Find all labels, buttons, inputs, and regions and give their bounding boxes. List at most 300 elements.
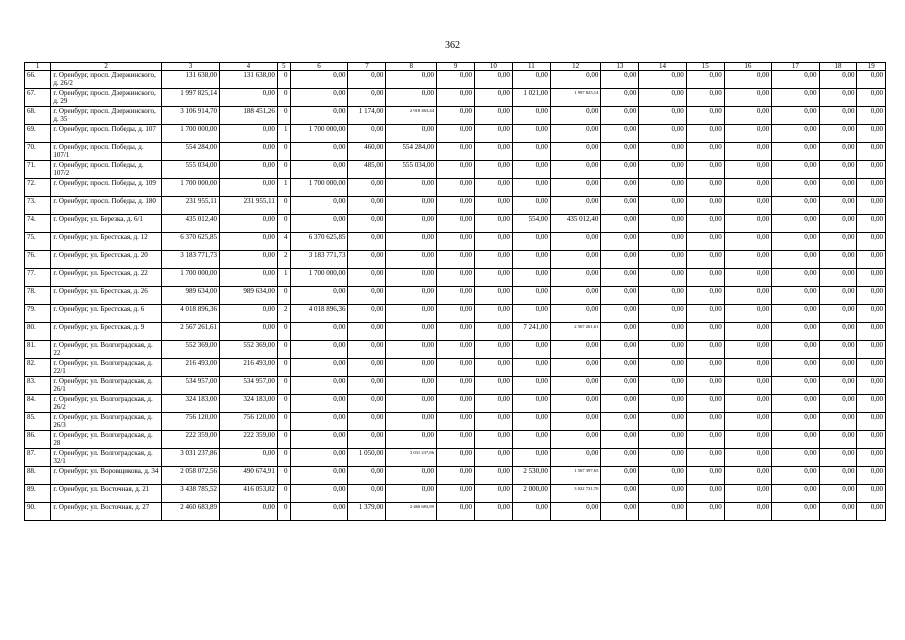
value-cell: 0,00: [474, 287, 512, 305]
value-cell: 0,00: [772, 485, 819, 503]
value-cell: 0,00: [724, 251, 771, 269]
value-cell: 756 120,00: [161, 413, 219, 431]
value-cell: 0,00: [686, 143, 724, 161]
value-cell: 0,00: [290, 449, 348, 467]
value-cell: 0,00: [348, 197, 386, 215]
value-cell: 0,00: [386, 71, 437, 89]
value-cell: 0,00: [724, 485, 771, 503]
value-cell: 0,00: [772, 359, 819, 377]
table-row: [25, 143, 886, 161]
value-cell: 0,00: [386, 251, 437, 269]
value-cell: 0,00: [348, 467, 386, 485]
value-cell: 0,00: [772, 107, 819, 125]
value-cell: 0,00: [550, 377, 601, 395]
address-cell: г. Оренбург, ул. Волгоградская, д. 32/1: [51, 449, 162, 467]
column-header: 1: [25, 63, 51, 71]
value-cell: 0,00: [437, 467, 475, 485]
value-cell: 0,00: [348, 269, 386, 287]
value-cell: 0,00: [857, 179, 886, 197]
value-cell: 0,00: [437, 179, 475, 197]
address-cell: г. Оренбург, просп. Победы, д. 107/2: [51, 161, 162, 179]
value-cell: 0,00: [601, 179, 639, 197]
value-cell: 0,00: [639, 341, 686, 359]
value-cell: 2 567 261,61: [550, 323, 601, 341]
address-cell: г. Оренбург, просп. Дзержинского, д. 35: [51, 107, 162, 125]
value-cell: 2 567 261,61: [161, 323, 219, 341]
value-cell: 0,00: [857, 125, 886, 143]
column-header: 7: [348, 63, 386, 71]
value-cell: 0: [277, 449, 290, 467]
value-cell: 0,00: [219, 161, 277, 179]
value-cell: 0: [277, 71, 290, 89]
value-cell: 1 050,00: [348, 449, 386, 467]
value-cell: 2 460 683,89: [386, 503, 437, 521]
value-cell: 0,00: [724, 71, 771, 89]
address-cell: г. Оренбург, ул. Волгоградская, д. 26/3: [51, 413, 162, 431]
address-cell: г. Оренбург, просп. Победы, д. 107/1: [51, 143, 162, 161]
value-cell: 0,00: [639, 395, 686, 413]
address-cell: г. Оренбург, ул. Березка, д. 6/1: [51, 215, 162, 233]
value-cell: 0,00: [772, 449, 819, 467]
value-cell: 0,00: [601, 143, 639, 161]
value-cell: 0,00: [601, 485, 639, 503]
value-cell: 0,00: [686, 359, 724, 377]
value-cell: 0,00: [857, 413, 886, 431]
value-cell: 1 997 825,14: [550, 89, 601, 107]
value-cell: 0,00: [772, 413, 819, 431]
value-cell: 0,00: [219, 179, 277, 197]
value-cell: 1: [277, 125, 290, 143]
value-cell: 0,00: [857, 359, 886, 377]
value-cell: 0,00: [686, 269, 724, 287]
address-cell: г. Оренбург, ул. Волгоградская, д. 26/1: [51, 377, 162, 395]
value-cell: 552 369,00: [161, 341, 219, 359]
value-cell: 0,00: [550, 179, 601, 197]
value-cell: 0,00: [686, 467, 724, 485]
value-cell: 0,00: [437, 485, 475, 503]
row-number: 90.: [25, 503, 51, 521]
value-cell: 0,00: [474, 215, 512, 233]
address-cell: г. Оренбург, ул. Брестская, д. 12: [51, 233, 162, 251]
value-cell: 534 957,00: [161, 377, 219, 395]
value-cell: 0,00: [474, 179, 512, 197]
value-cell: 0,00: [724, 269, 771, 287]
value-cell: 0,00: [772, 125, 819, 143]
value-cell: 0,00: [512, 269, 550, 287]
value-cell: 0,00: [474, 485, 512, 503]
value-cell: 0,00: [219, 233, 277, 251]
value-cell: 0,00: [290, 215, 348, 233]
value-cell: 216 493,00: [161, 359, 219, 377]
row-number: 76.: [25, 251, 51, 269]
value-cell: 2 000,00: [512, 485, 550, 503]
value-cell: 0,00: [724, 89, 771, 107]
value-cell: 0,00: [437, 71, 475, 89]
value-cell: 0,00: [772, 179, 819, 197]
value-cell: 0,00: [290, 143, 348, 161]
value-cell: 0,00: [550, 395, 601, 413]
column-header: 15: [686, 63, 724, 71]
row-number: 81.: [25, 341, 51, 359]
value-cell: 0,00: [474, 125, 512, 143]
value-cell: 0,00: [474, 71, 512, 89]
value-cell: 2: [277, 305, 290, 323]
value-cell: 0,00: [386, 89, 437, 107]
value-cell: 0,00: [772, 71, 819, 89]
value-cell: 0,00: [219, 143, 277, 161]
value-cell: 0,00: [601, 305, 639, 323]
value-cell: 0,00: [437, 107, 475, 125]
value-cell: 2: [277, 251, 290, 269]
address-cell: г. Оренбург, ул. Волгоградская, д. 22: [51, 341, 162, 359]
value-cell: 0,00: [857, 431, 886, 449]
value-cell: 0,00: [772, 305, 819, 323]
table-row: [25, 485, 886, 503]
value-cell: 1 379,00: [348, 503, 386, 521]
value-cell: 485,00: [348, 161, 386, 179]
value-cell: 0,00: [601, 251, 639, 269]
value-cell: 0,00: [772, 323, 819, 341]
value-cell: 0,00: [686, 71, 724, 89]
row-number: 86.: [25, 431, 51, 449]
value-cell: 1: [277, 269, 290, 287]
value-cell: 0,00: [639, 215, 686, 233]
value-cell: 0: [277, 431, 290, 449]
value-cell: 0,00: [219, 215, 277, 233]
value-cell: 0,00: [474, 107, 512, 125]
value-cell: 0: [277, 467, 290, 485]
value-cell: 0,00: [724, 179, 771, 197]
value-cell: 0,00: [724, 377, 771, 395]
value-cell: 0,00: [724, 449, 771, 467]
value-cell: 0,00: [601, 449, 639, 467]
value-cell: 435 012,40: [161, 215, 219, 233]
address-cell: г. Оренбург, просп. Дзержинского, д. 26/2: [51, 71, 162, 89]
value-cell: 0,00: [819, 377, 857, 395]
column-header: 13: [601, 63, 639, 71]
value-cell: 0,00: [512, 233, 550, 251]
value-cell: 0,00: [474, 161, 512, 179]
table-row: [25, 107, 886, 125]
value-cell: 0,00: [601, 107, 639, 125]
value-cell: 0,00: [386, 233, 437, 251]
value-cell: 0,00: [550, 71, 601, 89]
column-header: 19: [857, 63, 886, 71]
column-header: 5: [277, 63, 290, 71]
value-cell: 0,00: [437, 251, 475, 269]
value-cell: 0,00: [474, 197, 512, 215]
value-cell: 0,00: [386, 269, 437, 287]
value-cell: 0,00: [474, 323, 512, 341]
value-cell: 0,00: [819, 269, 857, 287]
value-cell: 0,00: [639, 89, 686, 107]
value-cell: 0,00: [772, 431, 819, 449]
value-cell: 0,00: [819, 143, 857, 161]
value-cell: 1 021,00: [512, 89, 550, 107]
row-number: 85.: [25, 413, 51, 431]
value-cell: 188 451,26: [219, 107, 277, 125]
value-cell: 0,00: [219, 125, 277, 143]
table-row: [25, 179, 886, 197]
value-cell: 324 183,00: [161, 395, 219, 413]
value-cell: 0,00: [474, 305, 512, 323]
value-cell: 0: [277, 413, 290, 431]
value-cell: 0,00: [772, 341, 819, 359]
value-cell: 0,00: [639, 467, 686, 485]
value-cell: 0,00: [512, 71, 550, 89]
value-cell: 554,00: [512, 215, 550, 233]
value-cell: 0,00: [437, 377, 475, 395]
value-cell: 0,00: [686, 215, 724, 233]
value-cell: 0,00: [686, 395, 724, 413]
value-cell: 0,00: [686, 125, 724, 143]
address-cell: г. Оренбург, ул. Воровщикова, д. 34: [51, 467, 162, 485]
value-cell: 0,00: [819, 305, 857, 323]
value-cell: 0,00: [639, 323, 686, 341]
table-row: [25, 467, 886, 485]
value-cell: 0,00: [550, 233, 601, 251]
value-cell: 555 034,00: [161, 161, 219, 179]
value-cell: 0,00: [724, 215, 771, 233]
value-cell: 0,00: [601, 233, 639, 251]
value-cell: 0,00: [219, 503, 277, 521]
value-cell: 0,00: [550, 125, 601, 143]
value-cell: 0: [277, 341, 290, 359]
value-cell: 0,00: [686, 107, 724, 125]
header-row: [25, 63, 886, 71]
address-cell: г. Оренбург, ул. Брестская, д. 9: [51, 323, 162, 341]
value-cell: 0,00: [348, 125, 386, 143]
value-cell: 1 997 825,14: [161, 89, 219, 107]
table-row: [25, 161, 886, 179]
value-cell: 0,00: [857, 143, 886, 161]
row-number: 87.: [25, 449, 51, 467]
table-row: [25, 269, 886, 287]
value-cell: 0,00: [386, 323, 437, 341]
value-cell: 0,00: [724, 323, 771, 341]
value-cell: 0,00: [386, 359, 437, 377]
value-cell: 0,00: [819, 323, 857, 341]
value-cell: 0,00: [437, 449, 475, 467]
value-cell: 0,00: [686, 449, 724, 467]
row-number: 89.: [25, 485, 51, 503]
value-cell: 0,00: [550, 305, 601, 323]
value-cell: 0,00: [601, 431, 639, 449]
address-cell: г. Оренбург, ул. Брестская, д. 6: [51, 305, 162, 323]
table-row: [25, 215, 886, 233]
value-cell: 0,00: [686, 89, 724, 107]
value-cell: 555 034,00: [386, 161, 437, 179]
value-cell: 0,00: [772, 377, 819, 395]
address-cell: г. Оренбург, ул. Брестская, д. 20: [51, 251, 162, 269]
value-cell: 0,00: [386, 179, 437, 197]
value-cell: 0,00: [474, 269, 512, 287]
value-cell: 0,00: [348, 233, 386, 251]
value-cell: 0,00: [601, 89, 639, 107]
value-cell: 0,00: [474, 251, 512, 269]
value-cell: 222 359,00: [219, 431, 277, 449]
value-cell: 0,00: [686, 503, 724, 521]
value-cell: 0,00: [219, 449, 277, 467]
value-cell: 0,00: [348, 215, 386, 233]
value-cell: 0,00: [512, 305, 550, 323]
data-table: [24, 62, 886, 521]
value-cell: 0,00: [772, 503, 819, 521]
value-cell: 0,00: [724, 197, 771, 215]
value-cell: 0,00: [819, 197, 857, 215]
value-cell: 0,00: [819, 125, 857, 143]
value-cell: 0,00: [724, 413, 771, 431]
row-number: 69.: [25, 125, 51, 143]
value-cell: 0,00: [686, 323, 724, 341]
value-cell: 0,00: [686, 305, 724, 323]
value-cell: 0: [277, 359, 290, 377]
address-cell: г. Оренбург, ул. Брестская, д. 26: [51, 287, 162, 305]
value-cell: 0,00: [686, 341, 724, 359]
column-header: 16: [724, 63, 771, 71]
value-cell: 1 700 000,00: [161, 125, 219, 143]
table-row: [25, 287, 886, 305]
value-cell: 0,00: [639, 71, 686, 89]
value-cell: 0,00: [437, 125, 475, 143]
value-cell: 0,00: [386, 395, 437, 413]
table-row: [25, 197, 886, 215]
address-cell: г. Оренбург, просп. Дзержинского, д. 29: [51, 89, 162, 107]
value-cell: 0,00: [219, 89, 277, 107]
value-cell: 0: [277, 395, 290, 413]
value-cell: 0,00: [601, 197, 639, 215]
value-cell: 0,00: [639, 143, 686, 161]
value-cell: 0,00: [639, 251, 686, 269]
row-number: 88.: [25, 467, 51, 485]
value-cell: 554 284,00: [161, 143, 219, 161]
value-cell: 0: [277, 197, 290, 215]
value-cell: 0,00: [437, 413, 475, 431]
value-cell: 2 460 683,89: [161, 503, 219, 521]
value-cell: 0,00: [437, 287, 475, 305]
value-cell: 0,00: [857, 287, 886, 305]
column-header: 2: [51, 63, 162, 71]
value-cell: 0,00: [857, 89, 886, 107]
value-cell: 0,00: [857, 71, 886, 89]
value-cell: 0,00: [550, 107, 601, 125]
value-cell: 989 634,00: [219, 287, 277, 305]
value-cell: 0,00: [772, 251, 819, 269]
table-row: [25, 359, 886, 377]
value-cell: 0,00: [772, 161, 819, 179]
value-cell: 0,00: [386, 431, 437, 449]
value-cell: 0,00: [550, 449, 601, 467]
value-cell: 0,00: [857, 395, 886, 413]
row-number: 74.: [25, 215, 51, 233]
value-cell: 0,00: [550, 503, 601, 521]
value-cell: 0,00: [724, 503, 771, 521]
value-cell: 216 493,00: [219, 359, 277, 377]
value-cell: 0,00: [386, 413, 437, 431]
value-cell: 989 634,00: [161, 287, 219, 305]
value-cell: 0,00: [219, 251, 277, 269]
value-cell: 0,00: [290, 341, 348, 359]
value-cell: 6 370 625,85: [290, 233, 348, 251]
value-cell: 0,00: [348, 377, 386, 395]
value-cell: 0,00: [290, 503, 348, 521]
value-cell: 3 438 785,52: [161, 485, 219, 503]
value-cell: 0,00: [512, 413, 550, 431]
value-cell: 0,00: [772, 395, 819, 413]
value-cell: 0,00: [474, 341, 512, 359]
value-cell: 0,00: [290, 413, 348, 431]
value-cell: 0,00: [686, 377, 724, 395]
value-cell: 0,00: [686, 287, 724, 305]
value-cell: 131 638,00: [219, 71, 277, 89]
value-cell: 0,00: [437, 503, 475, 521]
value-cell: 0,00: [290, 431, 348, 449]
value-cell: 0,00: [601, 413, 639, 431]
value-cell: 0,00: [386, 197, 437, 215]
value-cell: 0,00: [601, 71, 639, 89]
value-cell: 0,00: [857, 467, 886, 485]
value-cell: 0,00: [437, 143, 475, 161]
value-cell: 0: [277, 323, 290, 341]
value-cell: 0,00: [857, 269, 886, 287]
value-cell: 0,00: [474, 233, 512, 251]
value-cell: 231 955,11: [161, 197, 219, 215]
page-number: 362: [445, 40, 460, 51]
value-cell: 0,00: [512, 359, 550, 377]
value-cell: 460,00: [348, 143, 386, 161]
value-cell: 0,00: [857, 161, 886, 179]
value-cell: 4: [277, 233, 290, 251]
value-cell: 0,00: [772, 233, 819, 251]
value-cell: 0,00: [386, 485, 437, 503]
value-cell: 0,00: [512, 107, 550, 125]
value-cell: 0,00: [512, 287, 550, 305]
value-cell: 0,00: [601, 287, 639, 305]
value-cell: 0,00: [474, 89, 512, 107]
value-cell: 0,00: [348, 395, 386, 413]
value-cell: 0,00: [474, 431, 512, 449]
value-cell: 0,00: [819, 179, 857, 197]
value-cell: 0,00: [686, 179, 724, 197]
value-cell: 0,00: [819, 89, 857, 107]
value-cell: 0,00: [348, 305, 386, 323]
value-cell: 0,00: [290, 89, 348, 107]
value-cell: 0,00: [219, 305, 277, 323]
address-cell: г. Оренбург, ул. Волгоградская, д. 22/1: [51, 359, 162, 377]
value-cell: 0,00: [348, 179, 386, 197]
value-cell: 0,00: [290, 107, 348, 125]
row-number: 68.: [25, 107, 51, 125]
value-cell: 0,00: [290, 323, 348, 341]
value-cell: 0,00: [512, 449, 550, 467]
value-cell: 0: [277, 287, 290, 305]
value-cell: 0,00: [724, 107, 771, 125]
value-cell: 0,00: [601, 125, 639, 143]
row-number: 66.: [25, 71, 51, 89]
value-cell: 0,00: [724, 395, 771, 413]
value-cell: 0,00: [819, 233, 857, 251]
value-cell: 0,00: [819, 71, 857, 89]
value-cell: 0,00: [724, 125, 771, 143]
value-cell: 0,00: [348, 485, 386, 503]
value-cell: 0,00: [348, 413, 386, 431]
value-cell: 0,00: [686, 197, 724, 215]
value-cell: 0,00: [550, 359, 601, 377]
value-cell: 2 918 463,44: [386, 107, 437, 125]
value-cell: 0,00: [724, 143, 771, 161]
value-cell: 0,00: [219, 269, 277, 287]
value-cell: 0,00: [857, 233, 886, 251]
